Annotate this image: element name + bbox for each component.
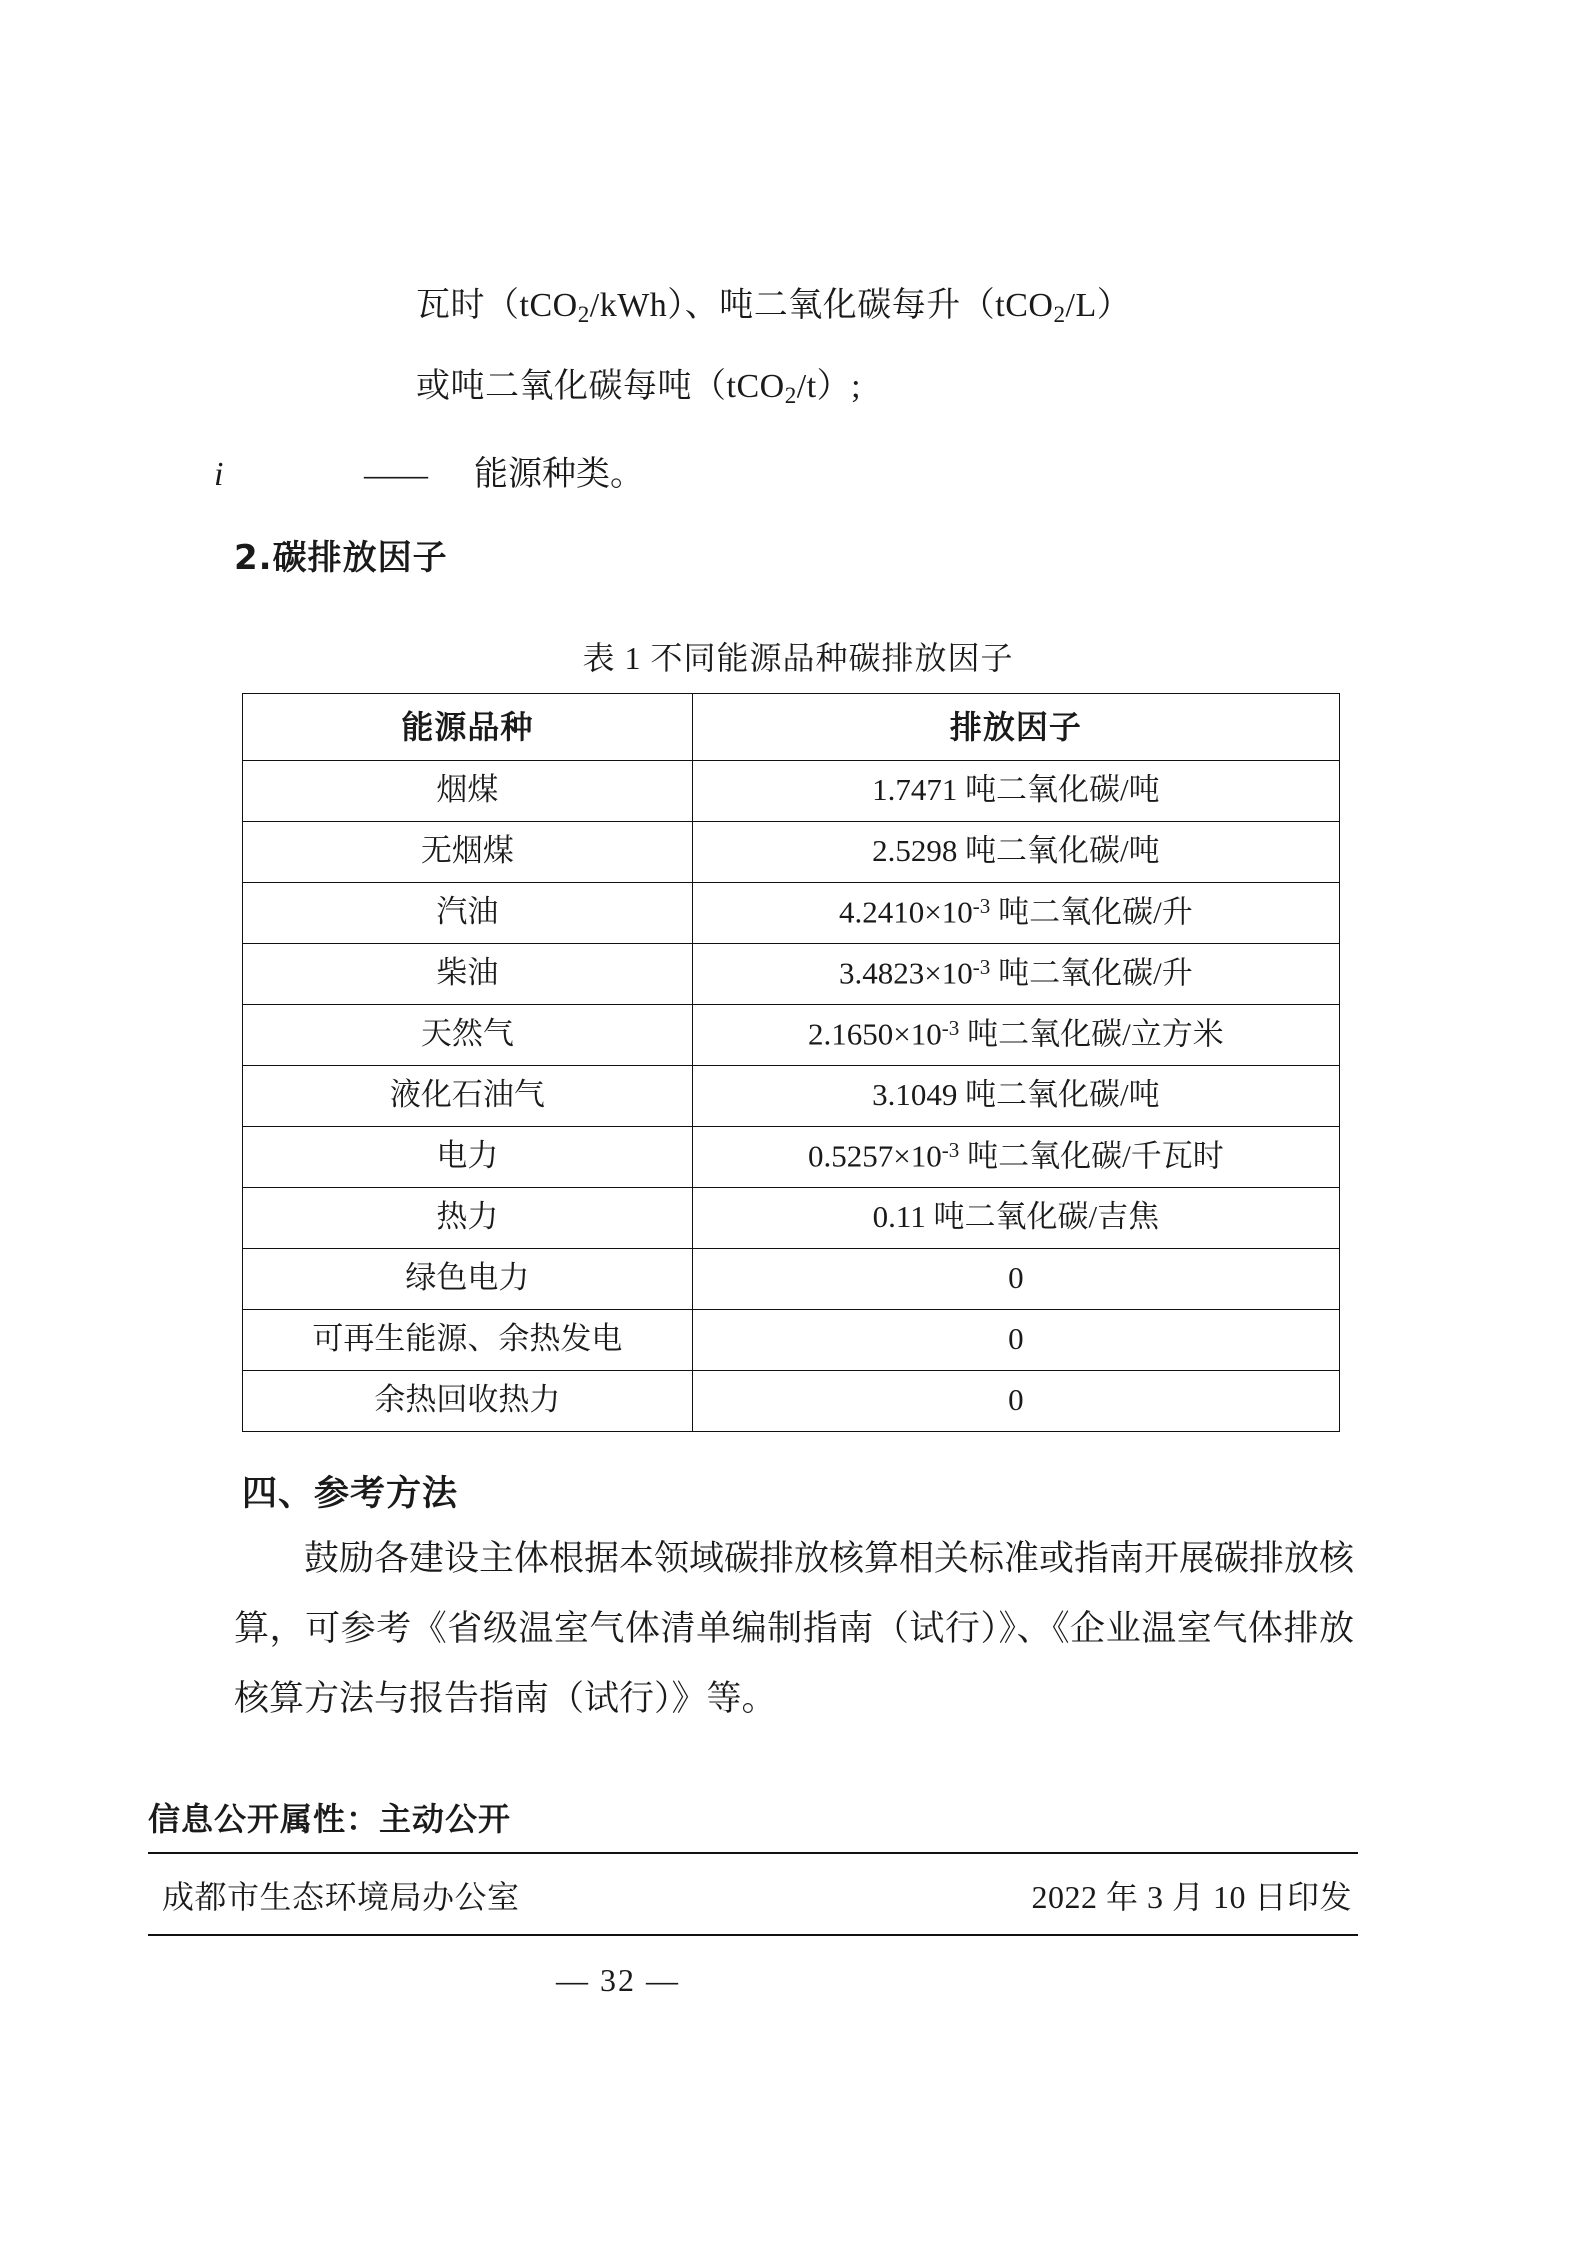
table-cell-factor: $3.4823\times 10^{-3}$ 吨二氧化碳/升 bbox=[692, 943, 1339, 1004]
divider-top bbox=[148, 1852, 1358, 1854]
table-cell-factor: 0 bbox=[692, 1248, 1339, 1309]
symbol-description: 能源种类。 bbox=[474, 455, 644, 493]
table-cell-energy: 热力 bbox=[243, 1187, 693, 1248]
table-header-emission-factor: 排放因子 bbox=[692, 693, 1339, 760]
body-paragraph-text: 鼓励各建设主体根据本领域碳排放核算相关标准或指南开展碳排放核算，可参考《省级温室气体清单编制指南（试行）》、《企业温室气体排放核算方法与报告指南（试行）》等。 bbox=[234, 1538, 1355, 1718]
footer-issue-date: 2022 年 3 月 10 日印发 bbox=[1031, 1878, 1352, 1915]
table-cell-energy: 余热回收热力 bbox=[243, 1370, 693, 1431]
body-paragraph bbox=[234, 1524, 1354, 1734]
section-heading-carbon-factor: 2.碳排放因子 bbox=[234, 537, 448, 578]
formula-unit-line-2: 或吨二氧化碳每吨（tCO$_2$/t）; bbox=[416, 367, 862, 409]
footer-issuing-office: 成都市生态环境局办公室 bbox=[162, 1878, 520, 1915]
table-row bbox=[243, 1309, 1340, 1370]
table-cell-energy: 柴油 bbox=[243, 943, 693, 1004]
symbol-variable: i bbox=[214, 455, 224, 493]
table-row bbox=[243, 760, 1340, 821]
table-header-row bbox=[243, 693, 1340, 760]
table-row bbox=[243, 943, 1340, 1004]
table-cell-factor: $0.5257\times 10^{-3}$ 吨二氧化碳/千瓦时 bbox=[692, 1126, 1339, 1187]
table-cell-energy: 天然气 bbox=[243, 1004, 693, 1065]
table-cell-factor: 1.7471 吨二氧化碳/吨 bbox=[692, 760, 1339, 821]
table-cell-energy: 电力 bbox=[243, 1126, 693, 1187]
table-cell-energy: 液化石油气 bbox=[243, 1065, 693, 1126]
table-cell-factor: $2.1650\times 10^{-3}$ 吨二氧化碳/立方米 bbox=[692, 1004, 1339, 1065]
emission-factor-table bbox=[242, 693, 1340, 1432]
heading-reference-method: 四、参考方法 bbox=[242, 1473, 459, 1514]
page-number: — 32 — bbox=[556, 1961, 680, 1998]
table-row bbox=[243, 1370, 1340, 1431]
table-cell-factor: $4.2410\times 10^{-3}$ 吨二氧化碳/升 bbox=[692, 882, 1339, 943]
table-cell-factor: 0.11 吨二氧化碳/吉焦 bbox=[692, 1187, 1339, 1248]
table-row bbox=[243, 1187, 1340, 1248]
table-cell-factor: 3.1049 吨二氧化碳/吨 bbox=[692, 1065, 1339, 1126]
table-cell-energy: 汽油 bbox=[243, 882, 693, 943]
table-row bbox=[243, 1065, 1340, 1126]
symbol-definition-row bbox=[204, 438, 1348, 511]
footer-row bbox=[162, 1872, 1352, 1918]
table-cell-factor: 0 bbox=[692, 1309, 1339, 1370]
table-cell-energy: 烟煤 bbox=[243, 760, 693, 821]
table-row bbox=[243, 1004, 1340, 1065]
table-row bbox=[243, 1126, 1340, 1187]
table-cell-factor: 2.5298 吨二氧化碳/吨 bbox=[692, 821, 1339, 882]
table-header-energy-type: 能源品种 bbox=[243, 693, 693, 760]
table-row bbox=[243, 1248, 1340, 1309]
table-row bbox=[243, 882, 1340, 943]
table-cell-energy: 可再生能源、余热发电 bbox=[243, 1309, 693, 1370]
table-cell-energy: 无烟煤 bbox=[243, 821, 693, 882]
disclosure-attribute: 信息公开属性：主动公开 bbox=[148, 1799, 512, 1838]
page-content bbox=[148, 270, 1355, 1999]
formula-unit-line-1: 瓦时（tCO$_2$/kWh）、吨二氧化碳每升（tCO$_2$/L） bbox=[416, 287, 1132, 328]
table-caption: 表 1 不同能源品种碳排放因子 bbox=[582, 639, 1014, 676]
table-row bbox=[243, 821, 1340, 882]
symbol-dash: —— bbox=[364, 455, 428, 492]
divider-bottom bbox=[148, 1934, 1358, 1936]
table-cell-energy: 绿色电力 bbox=[243, 1248, 693, 1309]
table-cell-factor: 0 bbox=[692, 1370, 1339, 1431]
